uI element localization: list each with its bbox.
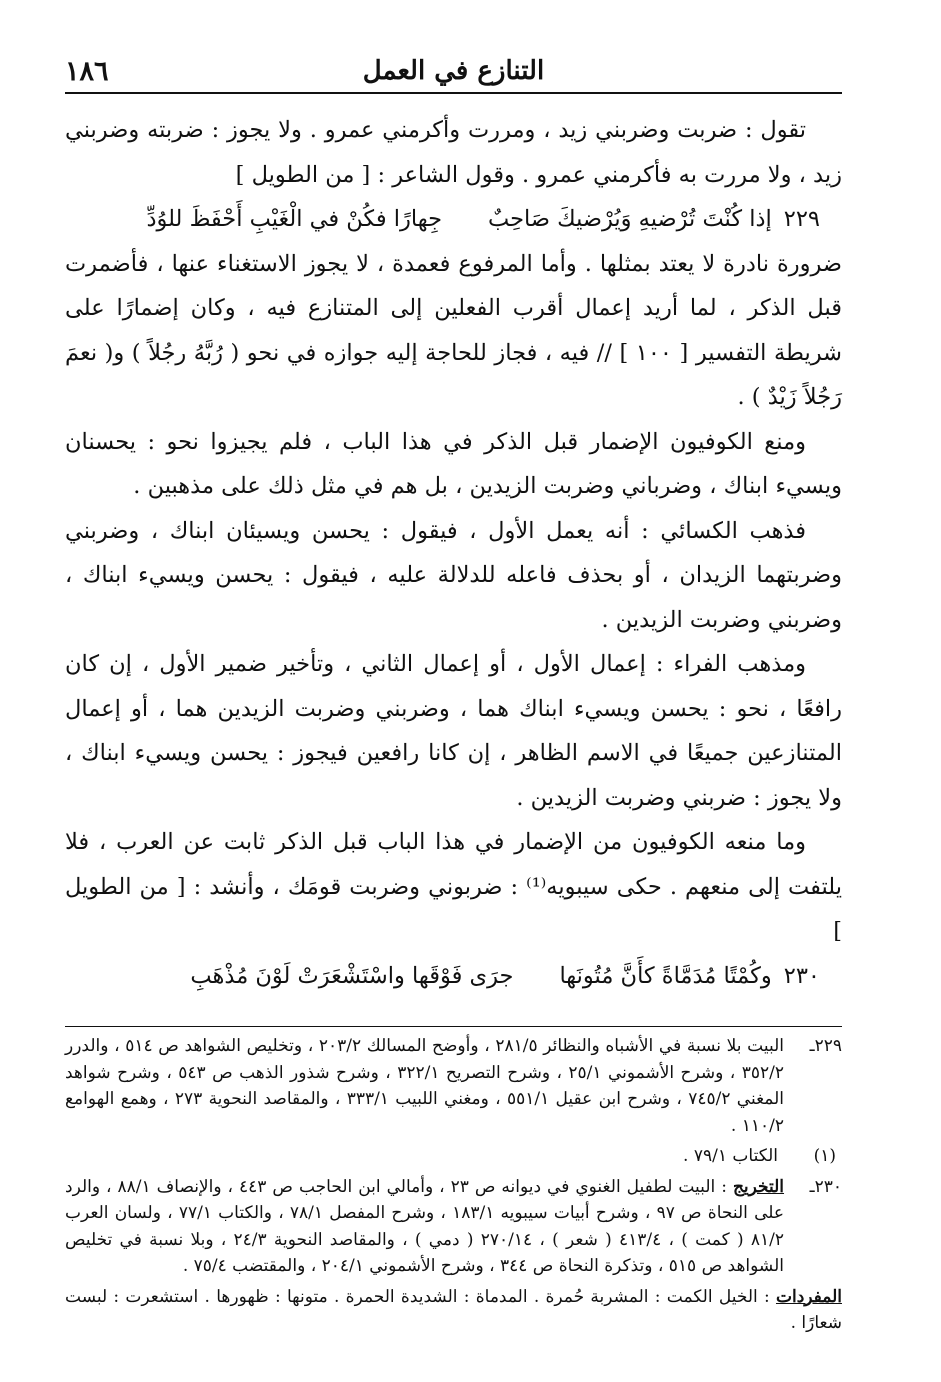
text-line: ويسيء ابناك ، وضرباني وضربت الزيدين ، بل هم في مثل ذلك على مذهبين . [133, 473, 842, 499]
footnote-mufradat [65, 1284, 842, 1337]
footnote-line: ٥١٤ ، والدرر ٣٥٢/٢ ، وشرح الأشموني ٢٥/١ ، وشرح التصريح ٣٢٢/١ ، وشرح شذور [65, 1036, 784, 1083]
paragraph-3 [65, 420, 842, 509]
footnote-body [65, 1033, 784, 1139]
paragraph-4 [65, 509, 842, 643]
footnote-line: : البيت لطفيل الغنوي في ديوانه ص ٢٣ ، وأمالي ابن الحاجب ص ٤٤٣ ، والإنصاف [156, 1176, 727, 1197]
text-line: ومنع الكوفيون الإضمار قبل الذكر في هذا الباب ، فلم يجيزوا نحو : يحسنان [65, 428, 806, 455]
verse-230 [65, 954, 842, 999]
text-line: فذهب الكسائي : أنه يعمل الأول ، فيقول : يحسن ويسيئان ابناك ، وضربني [65, 517, 806, 544]
book-page [65, 52, 842, 1337]
running-title: التنازع في العمل [362, 56, 545, 86]
verse-first-hemistich: وكُمْتًا مُدَمَّاةً كأَنَّ مُتُونَها [559, 962, 772, 989]
text-line: جميعًا في الاسم الظاهر ، إن كانا رافعين فيجوز : يحسن ويسيء ابناك ، ولا يجوز : ضربني [65, 740, 842, 811]
text-line: يلتفت إلى منعهم . حكى سيبويه⁽¹⁾ : ضربوني وضربت قومَك ، وأنشد : [ من الطويل ] [65, 873, 842, 944]
footnote-line: ٨٨/١ ، والرد على النحاة ص ٩٧ ، وشرح أبيات سيبويه ١٨٣/١ ، وشرح المفصل ٧٨/١ ، [65, 1176, 785, 1223]
paragraph-2 [65, 242, 842, 420]
footnote-label: ٢٣٠ـ [809, 1176, 842, 1197]
footnote-term: المفردات [775, 1286, 842, 1307]
verse-number: ٢٣٠ [783, 962, 820, 989]
text-line: ومذهب الفراء : إعمال الأول ، أو إعمال الثاني ، وتأخير ضمير الأول ، إن كان [65, 651, 806, 677]
verse-second-hemistich: جرَى فَوْقَها واسْتَشْعَرَتْ لَوْنَ مُذْهَبِ [190, 962, 514, 989]
footnote-line: وشرح الأشموني ٢٠٤/١ ، والمقتضب ٧٥/٤ . [182, 1256, 484, 1276]
verse-number: ٢٢٩ [783, 206, 820, 232]
text-line: [ ١٠٠ ] // فيه ، فجاز للحاجة إليه جوازه في نحو ( رُبَّهُ رجُلاً ) و( نعمَ رَجُلاً زَيْدٌ ) . [65, 339, 842, 410]
footnote-body [65, 1174, 784, 1280]
footnote-1 [65, 1143, 842, 1170]
footnote-line: استشعرت : لبست شعارًا . [65, 1286, 842, 1333]
footnote-229 [65, 1033, 842, 1139]
paragraph-6 [65, 820, 842, 954]
footnote-body: الكتاب ٧٩/١ . [683, 1146, 778, 1166]
footnote-line: : الخيل الكمت : المشربة حُمرة . المدماة : الشديدة الحمرة . متونها : ظهورها . [204, 1286, 770, 1307]
footnote-line: البيت بلا نسبة في الأشباه والنظائر ٢٨١/٥ ، وأوضح المسالك ٢٠٣/٢ ، وتخليص الشواهد ص [158, 1036, 784, 1056]
text-line: وضربت الزيدين . [601, 606, 761, 633]
footnote-body [65, 1284, 842, 1337]
text-line: رافعًا ، نحو : يحسن ويسيء ابناك هما ، وضربني وضربت الزيدين هما ، أو إعمال المتنازعين [65, 695, 842, 766]
paragraph-5 [65, 642, 842, 820]
verse-first-hemistich: إذا كُنْتَ تُرْضيهِ وَيُرْضيكَ صَاحِبٌ [488, 206, 772, 232]
page-header [65, 52, 842, 94]
footnote-label: (١) [813, 1146, 836, 1166]
verse-229 [65, 197, 842, 242]
text-line: وضربني زيد ، ولا مررت به فأكرمني عمرو . وقول الشاعر : [ من الطويل ] [65, 117, 842, 188]
page-number: ١٨٦ [65, 56, 109, 87]
text-line: وضربت الزيدين . [516, 784, 676, 811]
paragraph-1 [65, 108, 842, 197]
verse-second-hemistich: جِهارًا فكُنْ في الْغَيْبِ أَحْفَظَ للوُدِّ [146, 206, 442, 232]
footnote-line: والمقاصد النحوية ٢٤/٣ ، وبلا نسبة في تخليص الشواهد ص ٥١٥ ، وتذكرة النحاة ص ٣٤٤ ، [65, 1229, 784, 1276]
text-line: تقول : ضربت وضربني زيد ، ومررت وأكرمني عمرو . ولا يجوز : ضربته [147, 117, 807, 143]
footnote-230 [65, 1174, 842, 1280]
text-line: وما منعه الكوفيون من الإضمار في هذا الباب قبل الذكر ثابت عن العرب ، فلا [65, 829, 806, 855]
text-line: ضرورة نادرة لا يعتد بمثلها . وأما المرفوع فعمدة ، لا يجوز الاستغناء عنها ، فأضمرت قبل [65, 250, 842, 321]
text-line: وضربتهما الزيدان ، أو بحذف فاعله للدلالة عليه ، فيقول : يحسن ويسيء ابناك ، وضربني [65, 562, 842, 633]
footnote-label: ٢٢٩ـ [809, 1036, 842, 1056]
footnote-line: والكتاب ٧٧/١ ، ولسان العرب ٨١/٢ ( كمت ) ، ٤١٣/٤ ( شعر ) ، ٢٧٠/١٤ ( دمي ) ، [65, 1203, 784, 1250]
main-text [65, 108, 842, 998]
text-line: الذكر ، لما أريد إعمال أقرب الفعلين إلى المتنازع فيه ، وكان إضمارًا على شريطة التفسير [65, 295, 842, 366]
footnote-line: ٣٣٣/١ ، والمقاصد النحوية ٢٧٣ ، وهمع الهوامع ١١٠/٢ . [65, 1089, 784, 1136]
footnotes [65, 1026, 842, 1337]
footnote-line: الذهب ص ٥٤٣ ، وشرح شواهد المغني ٧٤٥/٢ ، وشرح ابن عقيل ٥٥١/١ ، ومغني اللبيب [65, 1062, 785, 1109]
footnote-term: التخريج [732, 1176, 785, 1197]
